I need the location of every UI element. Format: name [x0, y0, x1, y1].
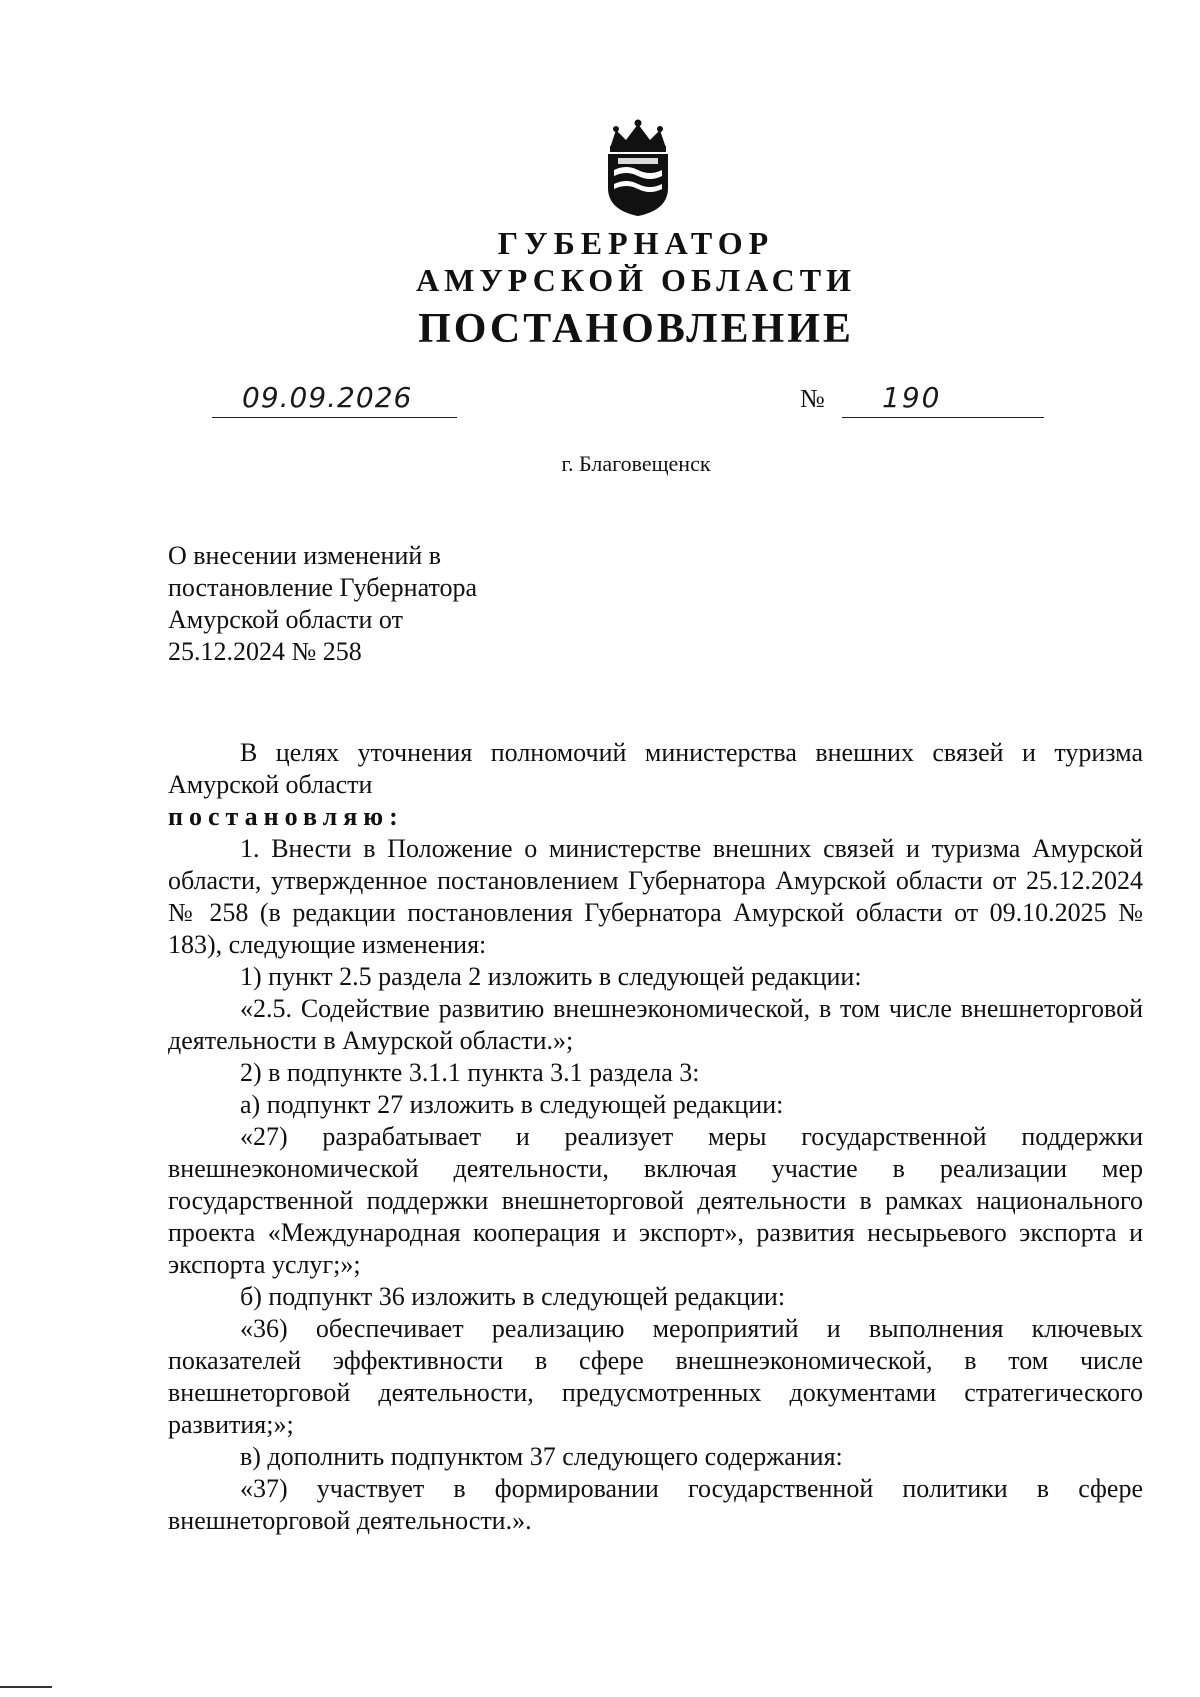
scan-edge-mark [0, 1686, 52, 1688]
number-field [842, 381, 1044, 418]
subject-line: О внесении изменений в [168, 541, 442, 570]
issuing-city: г. Благовещенск [561, 451, 711, 476]
date-field [212, 381, 457, 418]
authority-title: ГУБЕРНАТОР [497, 225, 775, 261]
body-paragraph: «36) обеспечивает реализацию мероприятий и выполнения ключевых показателей эффективности в сфере внешнеэкономической, в том числе внешнеторговой деятельности, предусмотренных документами стратегического развития;»; [168, 1314, 1143, 1439]
body-paragraph: 1. Внести в Положение о министерстве внешних связей и туризма Амурской области, утвержденное постановлением Губернатора Амурской области от 25.12.2024 № 258 (в редакции постановления Губернатора Амурской области от 09.10.2025 № 183), следующие изменения: [168, 834, 1143, 959]
body-paragraph: «27) разрабатывает и реализует меры государственной поддержки внешнеэкономической деятельности, включая участие в реализации мер государственной поддержки внешнеторговой деятельности в рамках национального проекта «Международная кооперация и экспорт», развития несырьевого экспорта и экспорта услуг;»; [168, 1122, 1143, 1279]
body-paragraph: «37) участвует в формировании государственной политики в сфере внешнеторговой деятельности.». [168, 1474, 1143, 1535]
coat-of-arms-icon [598, 118, 678, 218]
body-paragraph: 1) пункт 2.5 раздела 2 изложить в следующей редакции: [240, 962, 862, 991]
body-paragraph: 2) в подпункте 3.1.1 пункта 3.1 раздела 3: [240, 1058, 700, 1087]
resolve-word: постановляю: [168, 802, 404, 831]
subject-line: Амурской области от [168, 605, 403, 634]
handwritten-number: 190 [882, 381, 942, 414]
subject-line: постановление Губернатора [168, 573, 478, 602]
handwritten-date: 09.09.2026 [242, 381, 413, 414]
document-subject [168, 540, 588, 668]
authority-region: АМУРСКОЙ ОБЛАСТИ [416, 262, 856, 298]
number-sign: № [800, 384, 825, 413]
document-type: ПОСТАНОВЛЕНИЕ [418, 306, 854, 352]
body-paragraph: а) подпункт 27 изложить в следующей редакции: [240, 1090, 784, 1119]
body-paragraph: в) дополнить подпунктом 37 следующего содержания: [240, 1442, 843, 1471]
body-paragraph: «2.5. Содействие развитию внешнеэкономической, в том числе внешнеторговой деятельности в Амурской области.»; [168, 994, 1143, 1055]
preamble: В целях уточнения полномочий министерства внешних связей и туризма Амурской области [168, 738, 1143, 799]
body-paragraph: б) подпункт 36 изложить в следующей редакции: [240, 1282, 786, 1311]
document-body [168, 737, 1143, 1537]
subject-line: 25.12.2024 № 258 [168, 637, 362, 666]
